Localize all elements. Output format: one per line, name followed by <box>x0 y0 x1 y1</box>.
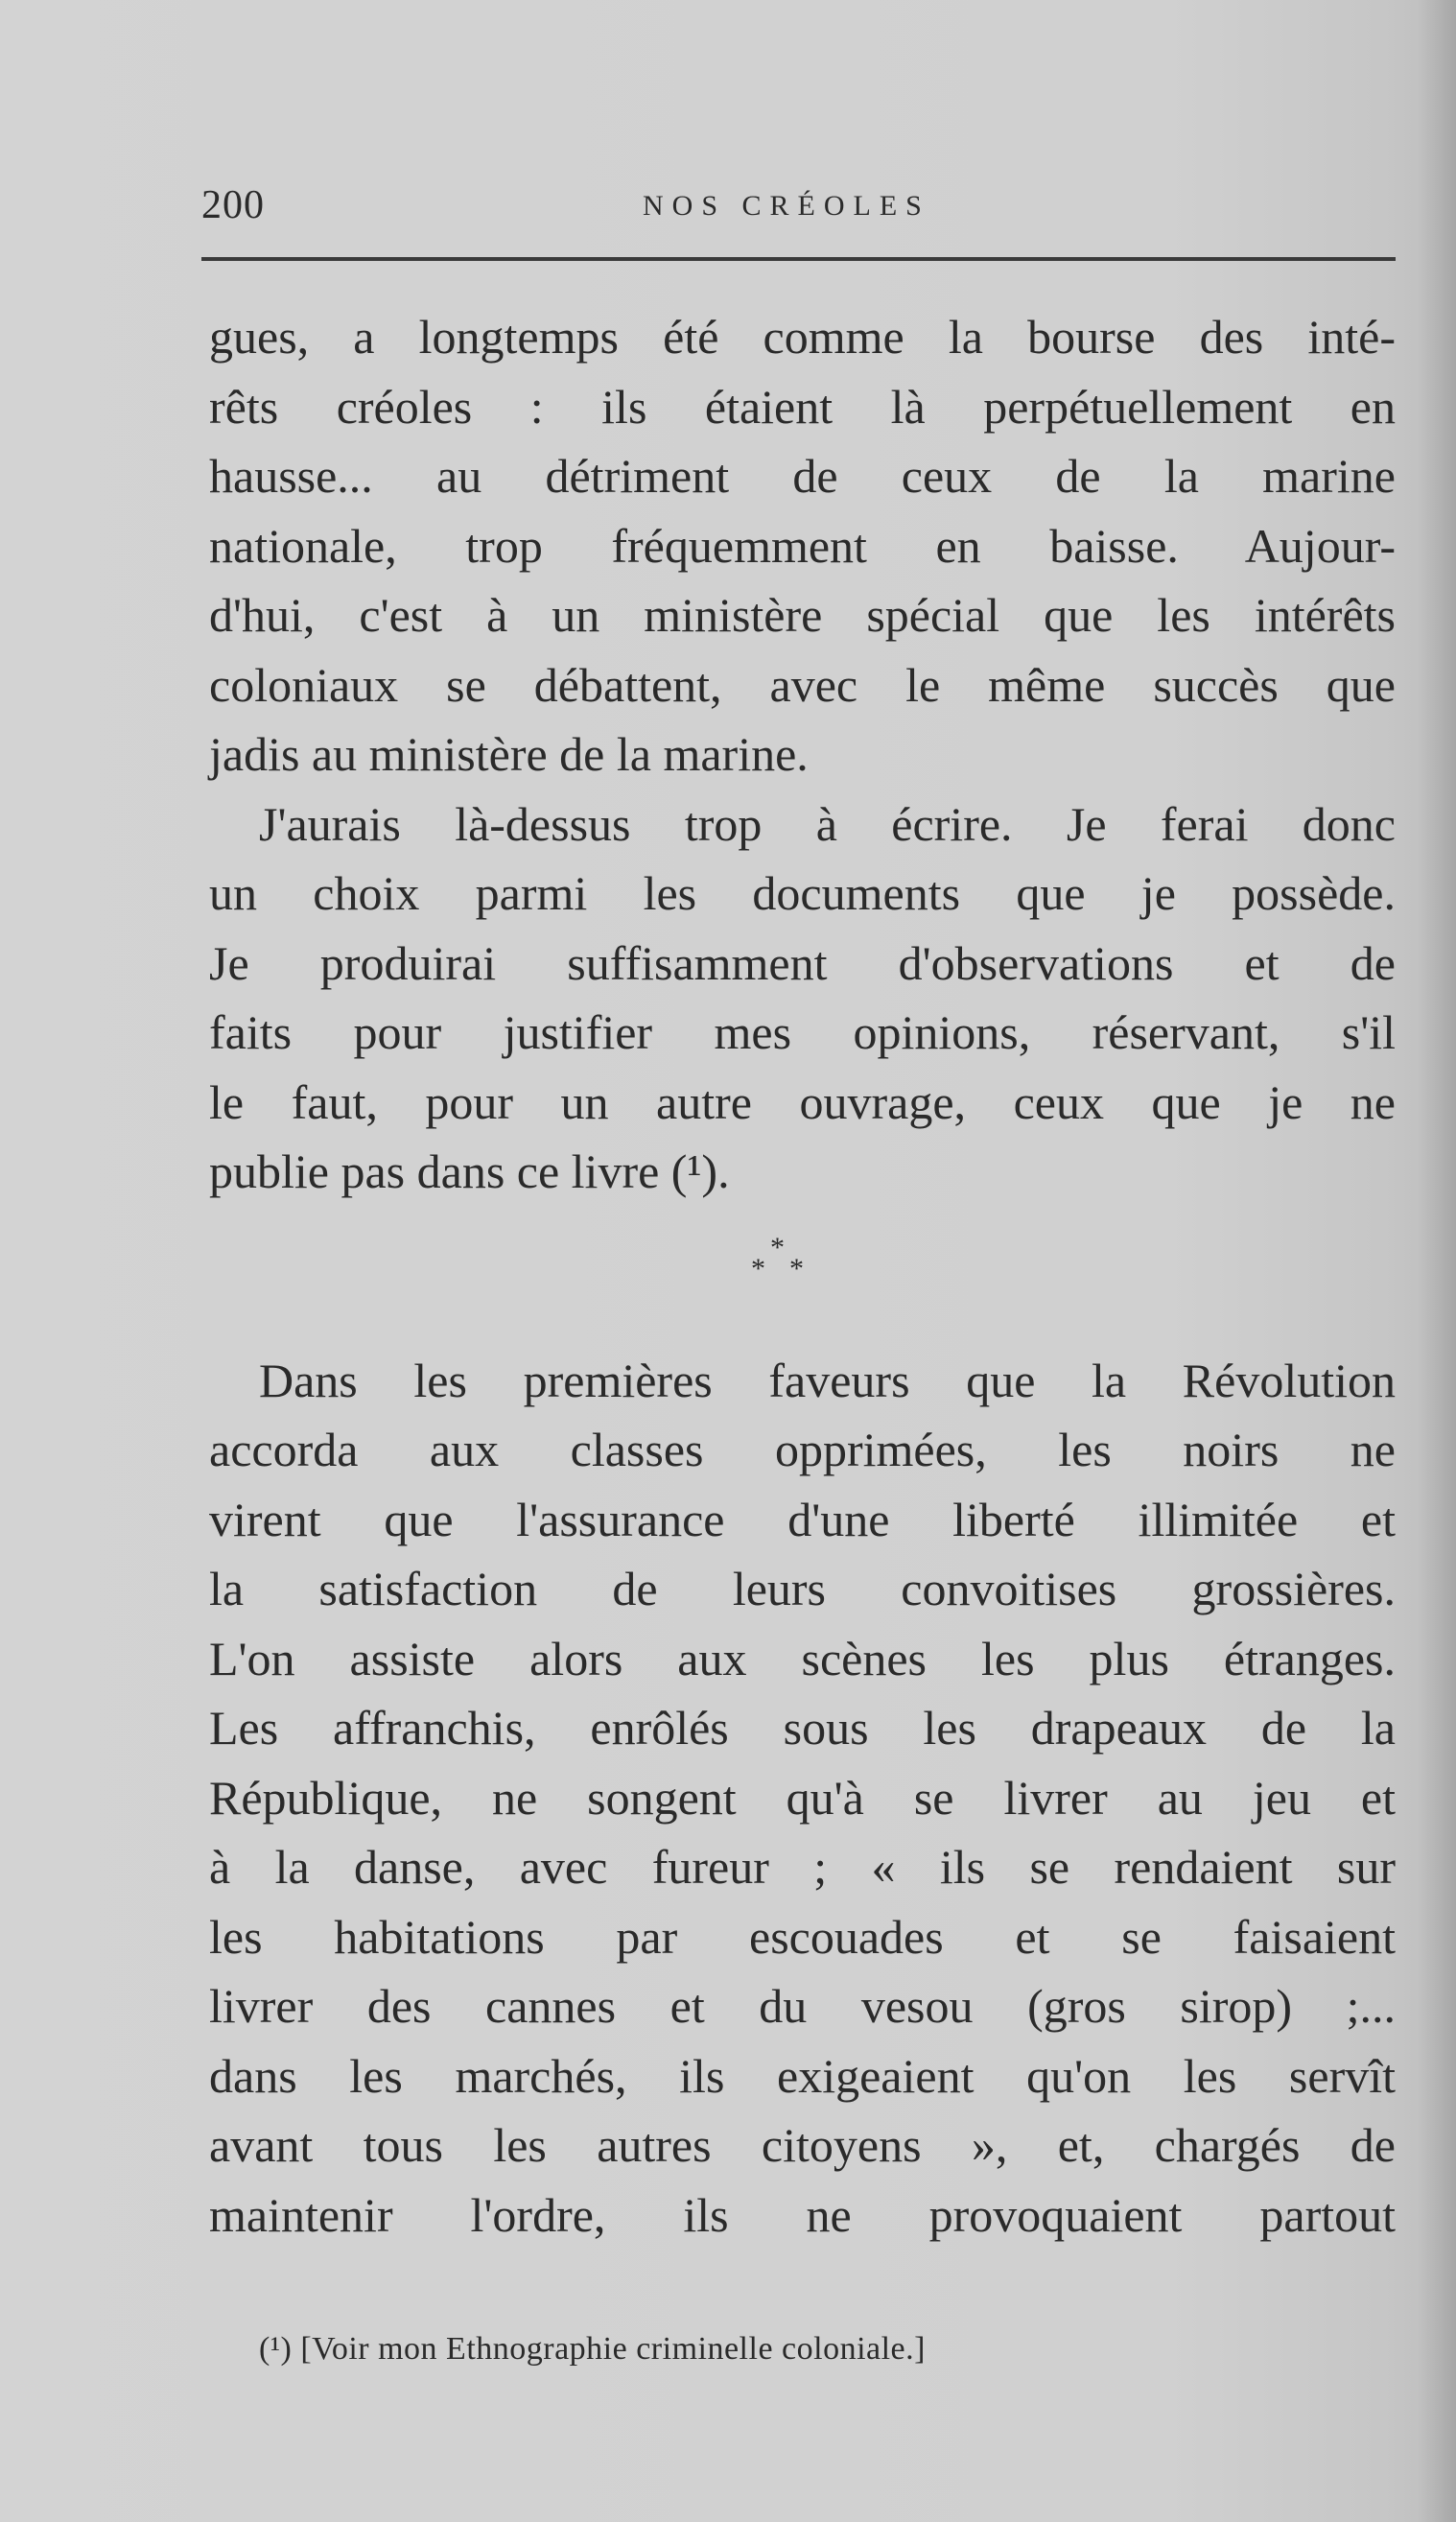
text-line: Les affranchis, enrôlés sous les drapeaux de la <box>209 1701 1396 1755</box>
paragraph-2 <box>209 790 1396 1207</box>
text-line: jadis au ministère de la marine. <box>209 727 809 781</box>
text-line: maintenir l'ordre, ils ne provoquaient partout <box>209 2187 1396 2242</box>
paragraph-1 <box>209 302 1396 790</box>
body-text <box>209 302 1396 2250</box>
paragraph-3 <box>209 1346 1396 2251</box>
asterism-star: * <box>770 1231 785 1263</box>
page-edge-shadow <box>1418 0 1456 2522</box>
page-number: 200 <box>201 183 265 227</box>
text-line: livrer des cannes et du vesou (gros sirop) ;... <box>209 1979 1396 2033</box>
text-line: J'aurais là-dessus trop à écrire. Je ferai donc <box>259 796 1396 851</box>
text-line: le faut, pour un autre ouvrage, ceux que je ne <box>209 1074 1396 1129</box>
text-line: dans les marchés, ils exigeaient qu'on les servît <box>209 2048 1396 2103</box>
footnote: (¹) [Voir mon Ethnographie criminelle coloniale.] <box>259 2331 926 2367</box>
text-line: virent que l'assurance d'une liberté illimitée et <box>209 1492 1396 1546</box>
text-line: Je produirai suffisamment d'observations et de <box>209 935 1396 990</box>
text-line: publie pas dans ce livre (¹). <box>209 1144 730 1198</box>
text-line: faits pour justifier mes opinions, réservant, s'il <box>209 1005 1396 1059</box>
header-rule <box>201 257 1396 261</box>
text-line: à la danse, avec fureur ; « ils se rendaient sur <box>209 1840 1396 1894</box>
text-line: accorda aux classes opprimées, les noirs ne <box>209 1423 1396 1476</box>
text-line: nationale, trop fréquemment en baisse. Aujour- <box>209 518 1396 573</box>
running-title: NOS CRÉOLES <box>643 190 930 222</box>
text-line: hausse... au détriment de ceux de la marine <box>209 449 1396 503</box>
text-line: les habitations par escouades et se faisaient <box>209 1909 1396 1964</box>
text-line: République, ne songent qu'à se livrer au jeu et <box>209 1770 1396 1825</box>
text-line: Dans les premières faveurs que la Révolution <box>259 1353 1396 1407</box>
asterism-divider <box>209 1207 1396 1346</box>
text-line: L'on assiste alors aux scènes les plus étranges. <box>209 1631 1396 1685</box>
text-line: coloniaux se débattent, avec le même succès que <box>209 657 1396 712</box>
asterism-star: * <box>751 1252 765 1285</box>
page-header <box>201 182 1396 240</box>
text-line: gues, a longtemps été comme la bourse des inté- <box>209 310 1396 364</box>
text-line: avant tous les autres citoyens », et, chargés de <box>209 2118 1396 2172</box>
asterism-star: * <box>789 1252 804 1285</box>
text-line: rêts créoles : ils étaient là perpétuellement en <box>209 379 1396 434</box>
text-line: la satisfaction de leurs convoitises grossières. <box>209 1562 1396 1615</box>
text-line: d'hui, c'est à un ministère spécial que les intérêts <box>209 588 1396 642</box>
text-line: un choix parmi les documents que je possède. <box>209 866 1396 920</box>
